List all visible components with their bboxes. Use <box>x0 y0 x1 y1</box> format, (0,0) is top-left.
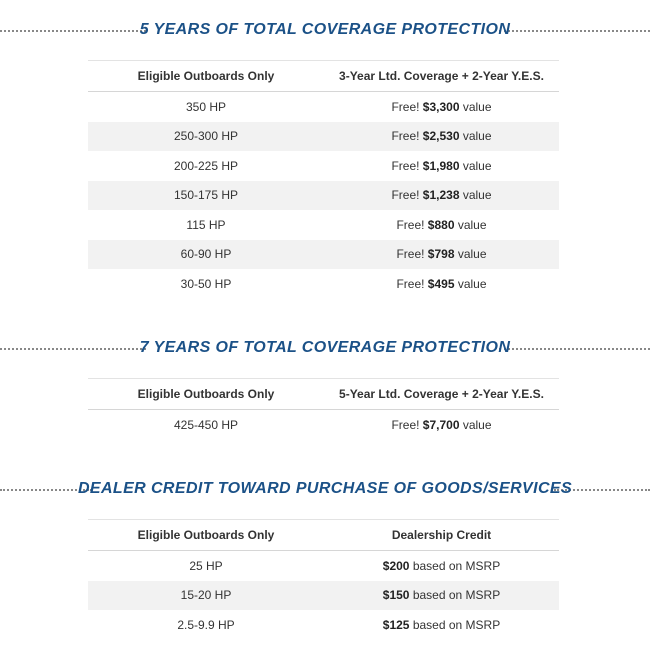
value-suffix: value <box>459 99 492 114</box>
section-heading <box>0 476 650 502</box>
value-amount: $3,300 <box>422 99 460 114</box>
hp-cell: 425-450 HP <box>173 417 239 432</box>
value-cell <box>324 581 559 611</box>
column-header-coverage: 5-Year Ltd. Coverage + 2-Year Y.E.S. <box>324 379 559 410</box>
value-suffix: value <box>459 158 492 173</box>
value-cell <box>324 610 559 640</box>
table-row <box>88 151 559 181</box>
hp-cell: 2.5-9.9 HP <box>177 617 235 632</box>
value-cell <box>324 181 559 211</box>
value-suffix: value <box>459 188 492 203</box>
table-row <box>88 410 559 440</box>
hp-cell: 15-20 HP <box>88 581 324 611</box>
table-row <box>88 122 559 152</box>
table-row <box>88 210 559 240</box>
value-suffix: value <box>459 129 492 144</box>
section-heading <box>0 17 650 43</box>
section-title: DEALER CREDIT TOWARD PURCHASE OF GOODS/SERVICES <box>77 480 573 497</box>
value-cell <box>324 92 559 122</box>
value-cell <box>324 551 559 581</box>
column-header-coverage: 3-Year Ltd. Coverage + 2-Year Y.E.S. <box>324 61 559 92</box>
value-prefix: Free! <box>391 417 423 432</box>
dealer-credit-table <box>88 519 559 640</box>
hp-cell: 200-225 HP <box>173 158 239 173</box>
hp-cell: 150-175 HP <box>88 181 324 211</box>
value-prefix: Free! <box>391 99 423 114</box>
value-prefix: Free! <box>391 158 423 173</box>
section-title: 5 YEARS OF TOTAL COVERAGE PROTECTION <box>139 21 511 38</box>
value-suffix: based on MSRP <box>409 558 501 573</box>
value-amount: $1,238 <box>422 188 460 203</box>
value-amount: $150 <box>382 588 410 603</box>
value-cell <box>324 269 559 299</box>
value-cell <box>324 410 559 440</box>
table-row <box>88 181 559 211</box>
value-prefix: Free! <box>396 247 428 262</box>
value-prefix: Free! <box>391 129 423 144</box>
table-row <box>88 92 559 122</box>
value-suffix: value <box>454 217 487 232</box>
value-cell <box>324 122 559 152</box>
table-row <box>88 610 559 640</box>
table-header-row <box>88 379 559 410</box>
value-amount: $2,530 <box>422 129 460 144</box>
table-row <box>88 240 559 270</box>
value-cell <box>324 151 559 181</box>
hp-cell: 250-300 HP <box>88 122 324 152</box>
coverage-7yr-section <box>0 335 650 432</box>
value-amount: $125 <box>382 617 410 632</box>
column-header-outboards: Eligible Outboards Only <box>88 520 324 551</box>
value-amount: $7,700 <box>422 417 460 432</box>
value-amount: $1,980 <box>422 158 460 173</box>
coverage-5yr-table <box>88 60 559 299</box>
table-row <box>88 551 559 581</box>
hp-cell: 30-50 HP <box>180 276 232 291</box>
column-header-outboards: Eligible Outboards Only <box>88 379 324 410</box>
value-amount: $880 <box>427 217 455 232</box>
coverage-7yr-table <box>88 378 559 440</box>
section-title: 7 YEARS OF TOTAL COVERAGE PROTECTION <box>139 339 511 356</box>
value-amount: $495 <box>427 276 455 291</box>
coverage-5yr-section <box>0 17 650 291</box>
value-cell <box>324 240 559 270</box>
value-suffix: value <box>459 417 492 432</box>
table-header-row <box>88 520 559 551</box>
hp-cell: 60-90 HP <box>88 240 324 270</box>
column-header-credit: Dealership Credit <box>324 520 559 551</box>
value-amount: $798 <box>427 247 455 262</box>
value-suffix: value <box>454 247 487 262</box>
value-suffix: based on MSRP <box>409 617 501 632</box>
value-prefix: Free! <box>396 217 428 232</box>
value-prefix: Free! <box>391 188 423 203</box>
hp-cell: 115 HP <box>186 217 226 232</box>
table-header-row <box>88 61 559 92</box>
value-suffix: value <box>454 276 487 291</box>
value-amount: $200 <box>382 558 410 573</box>
hp-cell: 25 HP <box>189 558 223 573</box>
value-cell <box>324 210 559 240</box>
column-header-outboards: Eligible Outboards Only <box>88 61 324 92</box>
table-row <box>88 581 559 611</box>
value-prefix: Free! <box>396 276 428 291</box>
section-heading <box>0 335 650 361</box>
hp-cell: 350 HP <box>185 99 227 114</box>
value-suffix: based on MSRP <box>409 588 501 603</box>
table-row <box>88 269 559 299</box>
dealer-credit-section <box>0 476 650 632</box>
